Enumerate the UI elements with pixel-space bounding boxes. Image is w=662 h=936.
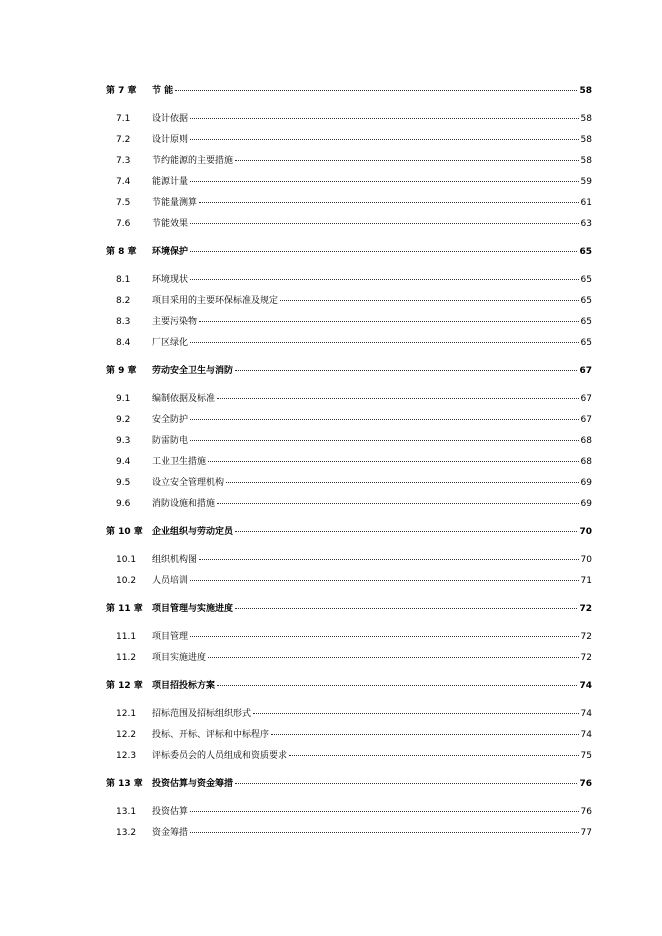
toc-number: 12.3 [116, 751, 137, 761]
toc-entry [152, 679, 592, 693]
toc-title: 资金筹措 [152, 828, 189, 838]
toc-title: 投资估算与资金筹措 [152, 779, 234, 789]
toc-number: 10.2 [116, 576, 137, 586]
toc-title: 厂区绿化 [152, 338, 189, 348]
toc-section-row[interactable] [0, 273, 662, 287]
dot-leader [217, 684, 577, 686]
toc-page-number: 58 [580, 156, 592, 166]
toc-title: 项目招投标方案 [152, 681, 216, 691]
toc-section-row[interactable] [0, 728, 662, 742]
toc-page-number: 74 [579, 681, 592, 691]
toc-page-number: 74 [580, 730, 592, 740]
toc-title: 工业卫生措施 [152, 457, 207, 467]
toc-section-row[interactable] [0, 336, 662, 350]
toc-page-number: 68 [580, 457, 592, 467]
toc-section-row[interactable] [0, 413, 662, 427]
dot-leader [190, 579, 579, 581]
toc-page-number: 76 [580, 807, 592, 817]
dot-leader [271, 733, 579, 735]
toc-page-number: 70 [579, 527, 592, 537]
toc-page-number: 72 [579, 604, 592, 614]
toc-page-number: 76 [579, 779, 592, 789]
toc-entry [152, 413, 592, 427]
toc-entry [152, 777, 592, 791]
toc-number: 7.2 [116, 135, 131, 145]
dot-leader [199, 201, 579, 203]
toc-section-row[interactable] [0, 476, 662, 490]
toc-title: 节约能源的主要措施 [152, 156, 234, 166]
toc-section-row[interactable] [0, 805, 662, 819]
toc-page-number: 65 [580, 317, 592, 327]
toc-entry [152, 133, 592, 147]
toc-section-row[interactable] [0, 574, 662, 588]
dot-leader [208, 460, 579, 462]
toc-entry [152, 175, 592, 189]
toc-page-number: 65 [580, 296, 592, 306]
toc-number: 10.1 [116, 555, 137, 565]
toc-page-number: 67 [580, 415, 592, 425]
dot-leader [190, 117, 579, 119]
toc-entry [152, 826, 592, 840]
toc-entry [152, 574, 592, 588]
toc-section-row[interactable] [0, 196, 662, 210]
toc-number: 7.4 [116, 177, 131, 187]
toc-title: 防雷防电 [152, 436, 189, 446]
toc-title: 项目采用的主要环保标准及规定 [152, 296, 279, 306]
toc-section-row[interactable] [0, 154, 662, 168]
dot-leader [190, 138, 579, 140]
toc-page-number: 75 [580, 751, 592, 761]
dot-leader [190, 439, 579, 441]
toc-section-row[interactable] [0, 294, 662, 308]
toc-number: 9.4 [116, 457, 131, 467]
toc-title: 编制依据及标准 [152, 394, 216, 404]
toc-page-number: 72 [580, 653, 592, 663]
toc-title: 招标范围及招标组织形式 [152, 709, 252, 719]
toc-section-row[interactable] [0, 133, 662, 147]
toc-number: 第 10 章 [106, 527, 143, 537]
toc-page-number: 63 [580, 219, 592, 229]
dot-leader [235, 530, 577, 532]
toc-entry [152, 434, 592, 448]
toc-page-number: 77 [580, 828, 592, 838]
dot-leader [208, 656, 579, 658]
toc-number: 12.2 [116, 730, 137, 740]
toc-page-number: 59 [580, 177, 592, 187]
toc-section-row[interactable] [0, 434, 662, 448]
toc-title: 投资估算 [152, 807, 189, 817]
toc-title: 节能量测算 [152, 198, 198, 208]
toc-chapter-row[interactable] [0, 245, 662, 259]
toc-number: 9.5 [116, 478, 131, 488]
toc-title: 项目管理与实施进度 [152, 604, 234, 614]
toc-entry [152, 217, 592, 231]
toc-entry [152, 245, 592, 259]
toc-number: 11.2 [116, 653, 137, 663]
toc-page-number: 70 [580, 555, 592, 565]
toc-entry [152, 553, 592, 567]
dot-leader [280, 299, 579, 301]
toc-section-row[interactable] [0, 749, 662, 763]
toc-section-row[interactable] [0, 112, 662, 126]
toc-entry [152, 651, 592, 665]
toc-number: 13.1 [116, 807, 137, 817]
dot-leader [190, 341, 579, 343]
toc-number: 8.2 [116, 296, 131, 306]
toc-entry [152, 84, 592, 98]
toc-number: 12.1 [116, 709, 137, 719]
toc-entry [152, 455, 592, 469]
toc-number: 8.4 [116, 338, 131, 348]
toc-number: 11.1 [116, 632, 137, 642]
toc-title: 主要污染物 [152, 317, 198, 327]
toc-title: 消防设施和措施 [152, 499, 216, 509]
dot-leader [175, 89, 577, 91]
toc-title: 节 能 [152, 86, 174, 96]
toc-title: 组织机构图 [152, 555, 198, 565]
toc-number: 第 8 章 [106, 247, 137, 257]
toc-entry [152, 602, 592, 616]
toc-chapter-row[interactable] [0, 364, 662, 378]
toc-title: 评标委员会的人员组成和资质要求 [152, 751, 288, 761]
dot-leader [190, 250, 577, 252]
toc-page-number: 69 [580, 499, 592, 509]
toc-entry [152, 497, 592, 511]
toc-entry [152, 154, 592, 168]
dot-leader [190, 278, 579, 280]
toc-section-row[interactable] [0, 217, 662, 231]
toc-number: 7.3 [116, 156, 131, 166]
dot-leader [190, 635, 579, 637]
toc-title: 项目管理 [152, 632, 189, 642]
toc-chapter-row[interactable] [0, 84, 662, 98]
toc-page-number: 72 [580, 632, 592, 642]
toc-number: 第 12 章 [106, 681, 143, 691]
toc-chapter-row[interactable] [0, 602, 662, 616]
toc-entry [152, 273, 592, 287]
toc-entry [152, 728, 592, 742]
toc-page-number: 58 [580, 114, 592, 124]
toc-page-number: 69 [580, 478, 592, 488]
toc-number: 8.1 [116, 275, 131, 285]
dot-leader [235, 782, 577, 784]
toc-page-number: 68 [580, 436, 592, 446]
toc-title: 投标、开标、评标和中标程序 [152, 730, 270, 740]
toc-entry [152, 392, 592, 406]
toc-section-row[interactable] [0, 651, 662, 665]
toc-number: 7.5 [116, 198, 131, 208]
toc-entry [152, 112, 592, 126]
toc-title: 设计依据 [152, 114, 189, 124]
toc-section-row[interactable] [0, 553, 662, 567]
toc-entry [152, 525, 592, 539]
toc-entry [152, 336, 592, 350]
toc-title: 人员培训 [152, 576, 189, 586]
toc-chapter-row[interactable] [0, 525, 662, 539]
toc-title: 节能效果 [152, 219, 189, 229]
toc-number: 9.1 [116, 394, 131, 404]
toc-entry [152, 749, 592, 763]
toc-number: 7.1 [116, 114, 131, 124]
dot-leader [235, 159, 579, 161]
toc-page-number: 67 [580, 394, 592, 404]
toc-number: 第 11 章 [106, 604, 143, 614]
toc-title: 企业组织与劳动定员 [152, 527, 234, 537]
toc-number: 第 9 章 [106, 366, 137, 376]
toc-page-number: 58 [580, 135, 592, 145]
toc-page-number: 61 [580, 198, 592, 208]
dot-leader [199, 320, 579, 322]
toc-section-row[interactable] [0, 315, 662, 329]
dot-leader [190, 810, 579, 812]
toc-entry [152, 805, 592, 819]
dot-leader [235, 607, 577, 609]
toc-title: 环境现状 [152, 275, 189, 285]
toc-entry [152, 294, 592, 308]
toc-entry [152, 707, 592, 721]
toc-title: 环境保护 [152, 247, 189, 257]
toc-number: 9.6 [116, 499, 131, 509]
toc-title: 能源计量 [152, 177, 189, 187]
dot-leader [253, 712, 579, 714]
toc-page-number: 67 [579, 366, 592, 376]
toc-section-row[interactable] [0, 455, 662, 469]
dot-leader [190, 180, 579, 182]
toc-number: 9.3 [116, 436, 131, 446]
toc-page-number: 65 [579, 247, 592, 257]
toc-entry [152, 630, 592, 644]
toc-number: 第 13 章 [106, 779, 143, 789]
toc-section-row[interactable] [0, 175, 662, 189]
toc-section-row[interactable] [0, 630, 662, 644]
toc-number: 13.2 [116, 828, 137, 838]
toc-page-number: 65 [580, 275, 592, 285]
toc-number: 7.6 [116, 219, 131, 229]
toc-section-row[interactable] [0, 707, 662, 721]
toc-title: 项目实施进度 [152, 653, 207, 663]
dot-leader [217, 502, 579, 504]
dot-leader [226, 481, 579, 483]
toc-entry [152, 196, 592, 210]
toc-chapter-row[interactable] [0, 679, 662, 693]
dot-leader [217, 397, 579, 399]
toc-entry [152, 476, 592, 490]
dot-leader [289, 754, 579, 756]
toc-section-row[interactable] [0, 826, 662, 840]
dot-leader [190, 222, 579, 224]
toc-number: 第 7 章 [106, 86, 137, 96]
dot-leader [190, 831, 579, 833]
dot-leader [199, 558, 579, 560]
toc-page-number: 65 [580, 338, 592, 348]
toc-page-number: 71 [580, 576, 592, 586]
toc-title: 安全防护 [152, 415, 189, 425]
toc-section-row[interactable] [0, 497, 662, 511]
toc-title: 设计原则 [152, 135, 189, 145]
toc-page-number: 74 [580, 709, 592, 719]
toc-page-number: 58 [579, 86, 592, 96]
toc-chapter-row[interactable] [0, 777, 662, 791]
dot-leader [190, 418, 579, 420]
toc-entry [152, 315, 592, 329]
toc-entry [152, 364, 592, 378]
toc-title: 劳动安全卫生与消防 [152, 366, 234, 376]
toc-section-row[interactable] [0, 392, 662, 406]
toc-title: 设立安全管理机构 [152, 478, 225, 488]
dot-leader [235, 369, 577, 371]
toc-number: 9.2 [116, 415, 131, 425]
toc-number: 8.3 [116, 317, 131, 327]
